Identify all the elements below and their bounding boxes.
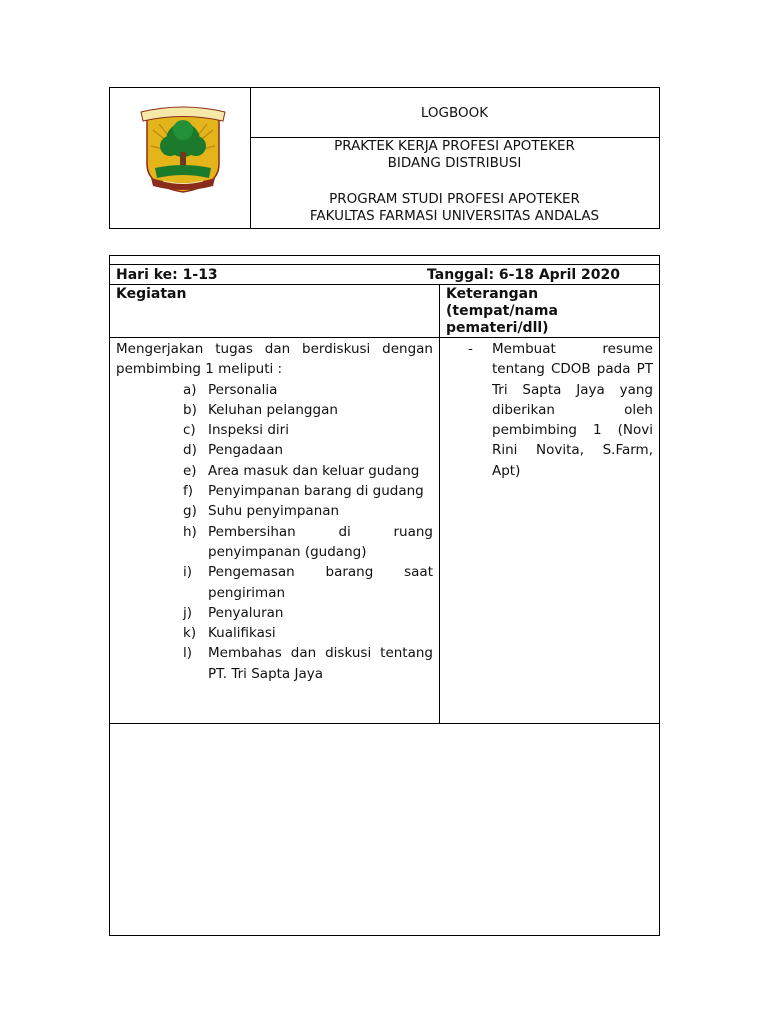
list-item — [116, 522, 433, 563]
list-marker: e) — [183, 462, 197, 479]
keterangan-text: Membuat resume tentang CDOB pada PT Tri Sapta Jaya yang diberikan oleh pembimbing 1 (Novi Rini Novita, S.Farm, Apt) — [492, 341, 653, 479]
logbook-header — [109, 87, 660, 229]
list-item-text: Area masuk dan keluar gudang — [208, 462, 420, 479]
column-divider — [439, 284, 440, 724]
list-item — [116, 623, 433, 643]
list-item-text: Pengemasan barang saat pengiriman — [208, 564, 433, 601]
kegiatan-intro: Mengerjakan tugas dan berdiskusi dengan pembimbing 1 meliputi : — [116, 341, 433, 378]
hari-label: Hari ke: 1-13 — [116, 267, 218, 283]
list-item — [116, 562, 433, 603]
list-marker: c) — [183, 422, 196, 439]
keterangan-header-2: (tempat/nama — [446, 303, 558, 319]
list-item-text: Pembersihan di ruang penyimpanan (gudang) — [208, 523, 433, 560]
list-item — [116, 501, 433, 521]
list-item-text: Pengadaan — [208, 442, 284, 459]
list-marker: i) — [183, 564, 193, 581]
keterangan-header-3: pemateri/dll) — [446, 320, 549, 336]
table-top-rule — [110, 264, 659, 265]
logbook-title: LOGBOOK — [420, 105, 489, 121]
kegiatan-header: Kegiatan — [116, 286, 187, 302]
logo-cell — [110, 88, 251, 228]
list-item-text: Keluhan pelanggan — [208, 401, 338, 418]
list-marker: k) — [183, 625, 197, 642]
list-item-text: Inspeksi diri — [208, 422, 289, 439]
list-marker: l) — [183, 645, 193, 662]
list-item — [116, 420, 433, 440]
list-marker: b) — [183, 401, 197, 418]
list-item — [116, 380, 433, 400]
kegiatan-list — [116, 380, 433, 684]
list-item-text: Penyimpanan barang di gudang — [208, 483, 424, 500]
empty-notes-area — [110, 724, 659, 935]
list-marker: j) — [183, 604, 193, 621]
subtitle-line-2: BIDANG DISTRIBUSI — [387, 155, 522, 171]
date-row-rule — [110, 284, 659, 285]
list-marker: d) — [183, 442, 197, 459]
kegiatan-cell — [116, 339, 433, 684]
list-item-text: Penyaluran — [208, 604, 284, 621]
list-item — [116, 400, 433, 420]
keterangan-dash: - — [468, 341, 473, 357]
list-item — [116, 461, 433, 481]
list-marker: f) — [183, 483, 194, 500]
list-marker: h) — [183, 523, 197, 540]
list-item-text: Kualifikasi — [208, 625, 276, 642]
list-item-text: Suhu penyimpanan — [208, 503, 340, 520]
list-item-text: Personalia — [208, 381, 278, 398]
list-marker: g) — [183, 503, 197, 520]
list-item — [116, 643, 433, 684]
list-item — [116, 440, 433, 460]
keterangan-header-1: Keterangan — [446, 286, 539, 302]
list-item-text: Membahas dan diskusi tentang PT. Tri Sapta Jaya — [208, 645, 433, 682]
list-item — [116, 603, 433, 623]
tanggal-label: Tanggal: 6-18 April 2020 — [427, 267, 621, 283]
header-row-rule — [110, 337, 659, 338]
logbook-table — [109, 255, 660, 936]
list-item — [116, 481, 433, 501]
program-line-2: FAKULTAS FARMASI UNIVERSITAS ANDALAS — [309, 208, 600, 224]
subtitle-line-1: PRAKTEK KERJA PROFESI APOTEKER — [334, 138, 575, 154]
program-line-1: PROGRAM STUDI PROFESI APOTEKER — [329, 191, 580, 207]
list-marker: a) — [183, 381, 197, 398]
universitas-andalas-emblem-icon — [137, 102, 229, 194]
